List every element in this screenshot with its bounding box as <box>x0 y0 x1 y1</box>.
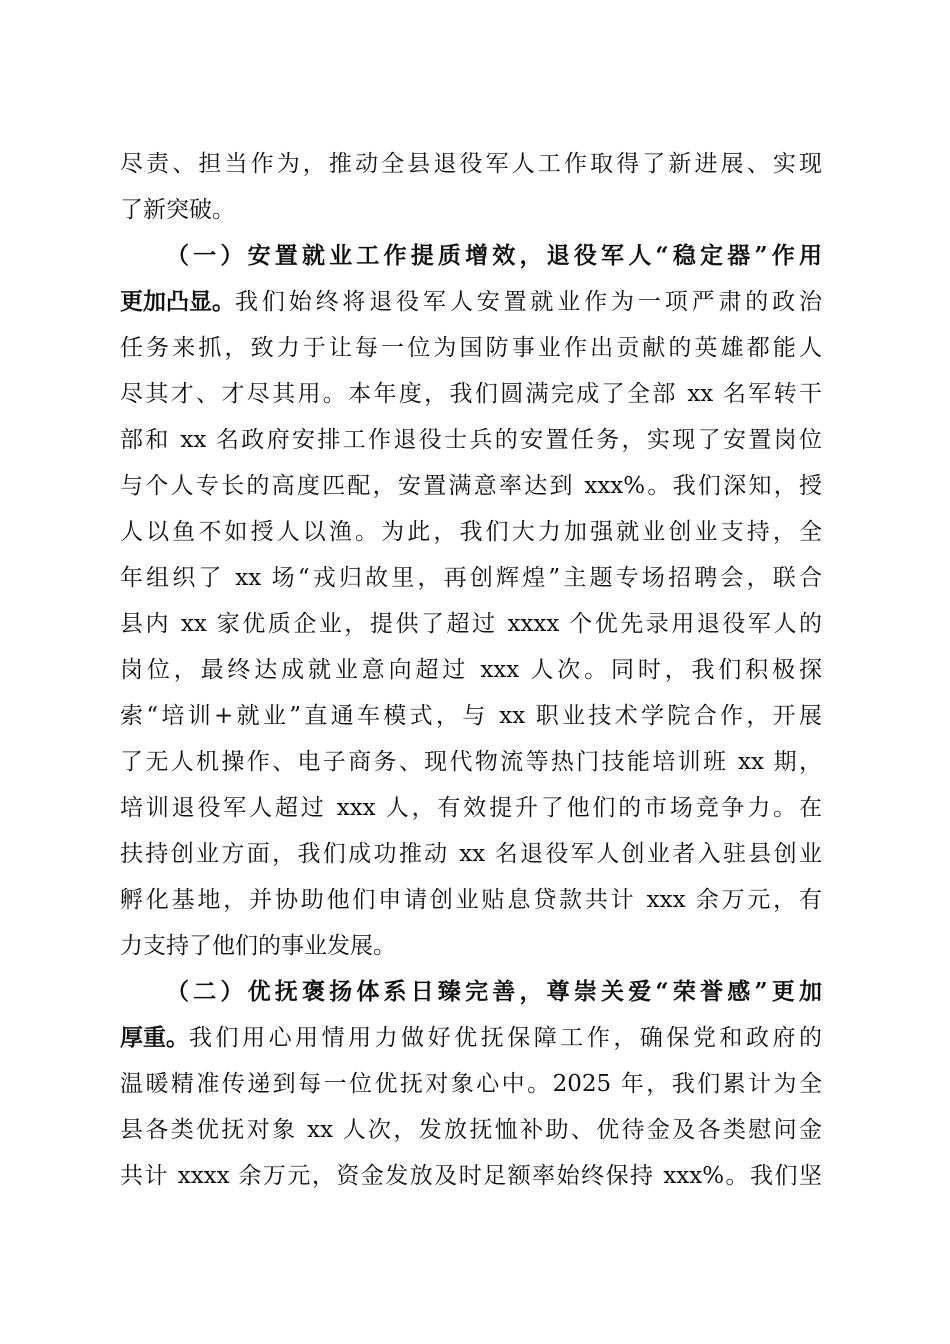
body-text: 扶持创业方面，我们成功推动 xx 名退役军人创业者入驻县创业 <box>120 841 822 867</box>
body-text: 尽责、担当作为，推动全县退役军人工作取得了新进展、实现 <box>120 151 822 177</box>
text-line <box>0 374 950 414</box>
text-line <box>0 788 950 828</box>
body-text: 共计 xxxx 余万元，资金发放及时足额率始终保持 xxx%。我们坚 <box>120 1163 822 1189</box>
body-text: 部和 xx 名政府安排工作退役士兵的安置任务，实现了安置岗位 <box>120 427 822 453</box>
text-line <box>0 558 950 598</box>
text-line <box>0 1018 950 1058</box>
text-line <box>0 190 950 230</box>
section-heading-1 <box>0 236 950 276</box>
body-text: 年组织了 xx 场“戎归故里，再创辉煌”主题专场招聘会，联合 <box>120 565 822 591</box>
body-text: 尽其才、才尽其用。本年度，我们圆满完成了全部 xx 名军转干 <box>120 381 822 407</box>
text-line <box>0 1064 950 1104</box>
body-text: 县各类优抚对象 xx 人次，发放抚恤补助、优待金及各类慰问金 <box>120 1117 822 1143</box>
text-line <box>0 604 950 644</box>
text-line <box>0 144 950 184</box>
body-text: 岗位，最终达成就业意向超过 xxx 人次。同时，我们积极探 <box>120 657 822 683</box>
text-line <box>0 328 950 368</box>
text-line <box>0 1110 950 1150</box>
text-line <box>0 696 950 736</box>
heading-text: 更加凸显。 <box>120 288 235 315</box>
body-text: 我们始终将退役军人安置就业作为一项严肃的政治 <box>235 289 822 315</box>
heading-text: （一）安置就业工作提质增效，退役军人“稳定器”作用 <box>166 242 822 269</box>
text-line <box>0 466 950 506</box>
heading-text: 厚重。 <box>120 1024 189 1051</box>
text-line <box>0 420 950 460</box>
body-text: 人以鱼不如授人以渔。为此，我们大力加强就业创业支持，全 <box>120 519 822 545</box>
heading-text: （二）优抚褒扬体系日臻完善，尊崇关爱“荣誉感”更加 <box>166 978 822 1005</box>
body-text: 孵化基地，并协助他们申请创业贴息贷款共计 xxx 余万元，有 <box>120 887 822 913</box>
text-line <box>0 650 950 690</box>
body-text: 县内 xx 家优质企业，提供了超过 xxxx 个优先录用退役军人的 <box>120 611 822 637</box>
body-text: 力支持了他们的事业发展。 <box>120 933 396 959</box>
body-text: 培训退役军人超过 xxx 人，有效提升了他们的市场竞争力。在 <box>120 795 822 821</box>
body-text: 温暖精准传递到每一位优抚对象心中。2025 年，我们累计为全 <box>120 1071 822 1097</box>
body-text: 与个人专长的高度匹配，安置满意率达到 xxx%。我们深知，授 <box>120 473 822 499</box>
body-text: 了无人机操作、电子商务、现代物流等热门技能培训班 xx 期， <box>120 749 822 775</box>
body-text: 索“培训+就业”直通车模式，与 xx 职业技术学院合作，开展 <box>120 703 822 729</box>
text-line <box>0 834 950 874</box>
text-line <box>0 282 950 322</box>
text-line <box>0 512 950 552</box>
section-heading-2 <box>0 972 950 1012</box>
text-line <box>0 1156 950 1196</box>
body-text: 任务来抓，致力于让每一位为国防事业作出贡献的英雄都能人 <box>120 335 822 361</box>
body-text: 我们用心用情用力做好优抚保障工作，确保党和政府的 <box>189 1025 822 1051</box>
text-line <box>0 880 950 920</box>
text-line <box>0 742 950 782</box>
body-text: 了新突破。 <box>120 197 235 223</box>
text-line <box>0 926 950 966</box>
